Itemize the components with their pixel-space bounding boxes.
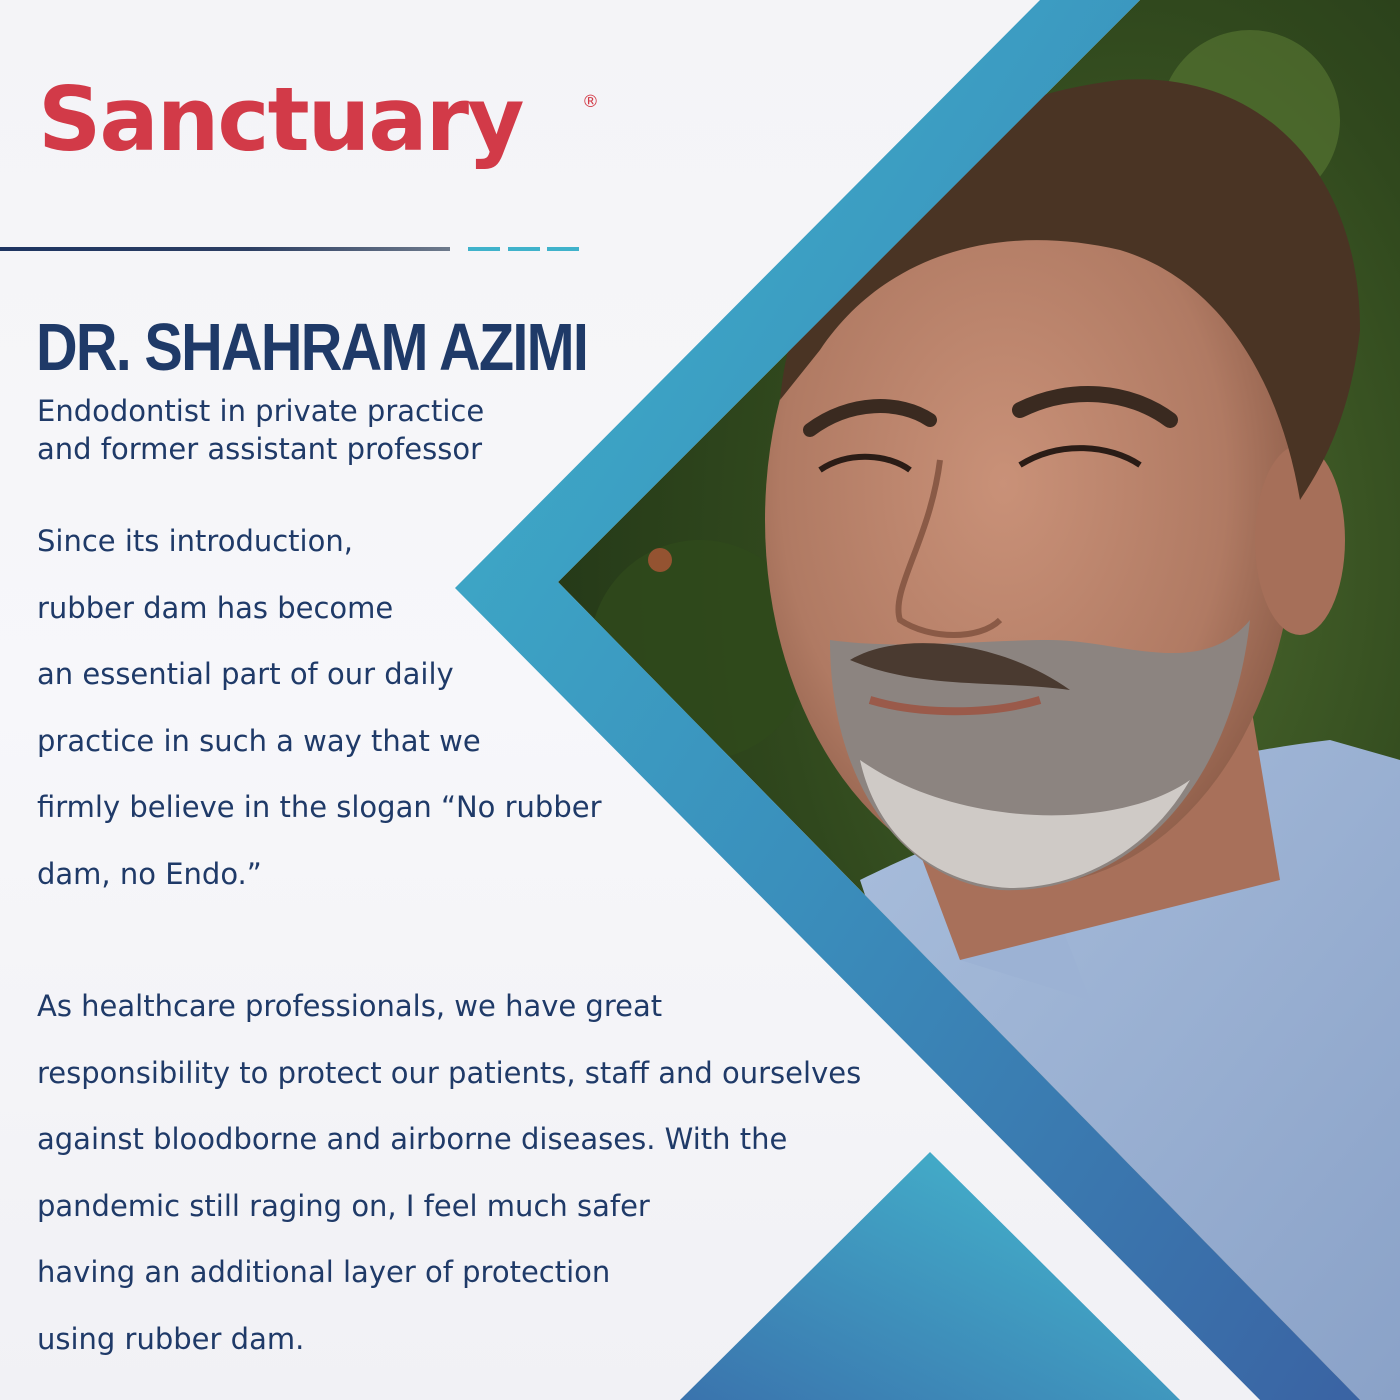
divider-solid	[0, 247, 450, 251]
quote-line: dam, no Endo.”	[37, 856, 262, 891]
brand-logo: Sanctuary	[38, 68, 523, 171]
quote-line: responsibility to protect our patients, staff and ourselves	[37, 1055, 862, 1090]
quote-line: an essential part of our daily	[37, 657, 454, 691]
person-role	[37, 392, 484, 468]
quote-line: rubber dam has become	[37, 590, 394, 625]
divider-dash	[547, 247, 579, 251]
quote-line: practice in such a way that we	[37, 723, 481, 758]
quote-line: having an additional layer of protection	[37, 1255, 611, 1289]
quote-line: using rubber dam.	[37, 1321, 305, 1356]
divider-dash	[468, 247, 500, 251]
quote-paragraph-2	[37, 986, 861, 1385]
role-line: Endodontist in private practice	[37, 394, 485, 428]
quote-line: pandemic still raging on, I feel much safer	[37, 1188, 650, 1223]
registered-mark: ®	[582, 92, 599, 112]
quote-line: As healthcare professionals, we have great	[37, 989, 663, 1023]
quote-line: Since its introduction,	[37, 524, 353, 558]
quote-line: firmly believe in the slogan “No rubber	[37, 790, 602, 824]
quote-paragraph-1	[37, 521, 602, 920]
person-name: DR. SHAHRAM AZIMI	[36, 310, 588, 385]
divider-dash	[508, 247, 540, 251]
role-line: and former assistant professor	[37, 432, 483, 466]
quote-line: against bloodborne and airborne diseases. With the	[37, 1122, 788, 1156]
